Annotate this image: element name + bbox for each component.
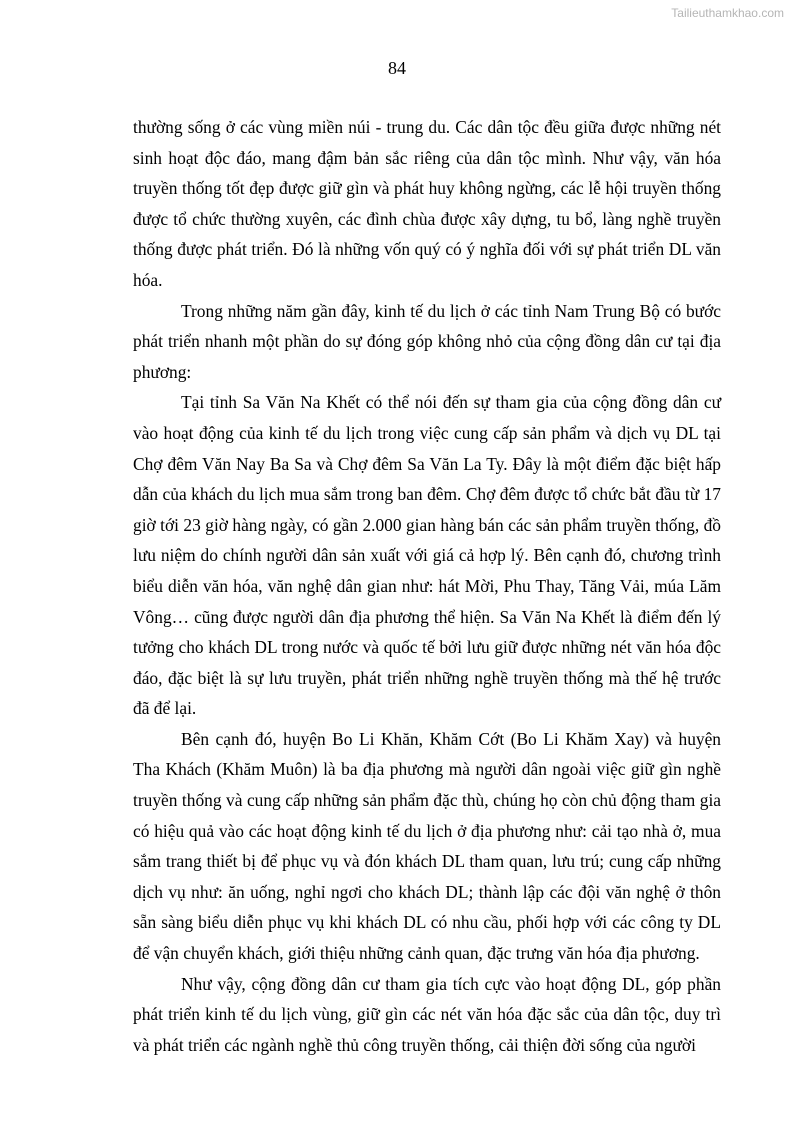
paragraph-2: Trong những năm gần đây, kinh tế du lịch ở các tỉnh Nam Trung Bộ có bước phát triển nhanh một phần do sự đóng góp không nhỏ của cộng đồng dân cư tại địa phương: (133, 300, 721, 382)
paragraph-4: Bên cạnh đó, huyện Bo Li Khăn, Khăm Cớt (Bo Li Khăm Xay) và huyện Tha Khách (Khăm Muôn) là ba địa phương mà người dân ngoài việc giữ gìn nghề truyền thống và cung cấp những sản phẩm đặc thù, chúng họ còn chủ động tham gia có hiệu quả vào các hoạt động kinh tế du lịch ở địa phương như: cải tạo nhà ở, mua sắm trang thiết bị để phục vụ và đón khách DL tham quan, lưu trú; cung cấp những dịch vụ như: ăn uống, nghỉ ngơi cho khách DL; thành lập các đội văn nghệ ở thôn sẵn sàng biểu diễn phục vụ khi khách DL có nhu cầu, phối hợp với các công ty DL để vận chuyển khách, giới thiệu những cảnh quan, đặc trưng văn hóa địa phương. (133, 728, 721, 964)
paragraph-3: Tại tỉnh Sa Văn Na Khết có thể nói đến sự tham gia của cộng đồng dân cư vào hoạt động của kinh tế du lịch trong việc cung cấp sản phẩm và dịch vụ DL tại Chợ đêm Văn Nay Ba Sa và Chợ đêm Sa Văn La Ty. Đây là một điểm đặc biệt hấp dẫn của khách du lịch mua sắm trong ban đêm. Chợ đêm được tổ chức bắt đầu từ 17 giờ tới 23 giờ hàng ngày, có gần 2.000 gian hàng bán các sản phẩm truyền thống, đồ lưu niệm do chính người dân sản xuất với giá cả hợp lý. Bên cạnh đó, chương trình biểu diễn văn hóa, văn nghệ dân gian như: hát Mời, Phu Thay, Tăng Vải, múa Lăm Vông… cũng được người dân địa phương thể hiện. Sa Văn Na Khết là điểm đến lý tưởng cho khách DL trong nước và quốc tế bởi lưu giữ được những nét văn hóa độc đáo, đặc biệt là sự lưu truyền, phát triển những nghề truyền thống mà thế hệ trước đã để lại. (133, 392, 721, 719)
watermark: Tailieuthamkhao.com (671, 6, 784, 20)
paragraph-1: thường sống ở các vùng miền núi - trung du. Các dân tộc đều giữa được những nét sinh hoạt độc đáo, mang đậm bản sắc riêng của dân tộc mình. Như vậy, văn hóa truyền thống tốt đẹp được giữ gìn và phát huy không ngừng, các lễ hội truyền thống được tổ chức thường xuyên, các đình chùa được xây dựng, tu bổ, làng nghề truyền thống được phát triển. Đó là những vốn quý có ý nghĩa đối với sự phát triển DL văn hóa. (133, 117, 721, 290)
page-number: 84 (388, 58, 406, 78)
paragraph-5: Như vậy, cộng đồng dân cư tham gia tích cực vào hoạt động DL, góp phần phát triển kinh tế du lịch vùng, giữ gìn các nét văn hóa đặc sắc của dân tộc, duy trì và phát triển các ngành nghề thủ công truyền thống, cải thiện đời sống của người (133, 973, 721, 1055)
document-body (133, 112, 721, 1060)
